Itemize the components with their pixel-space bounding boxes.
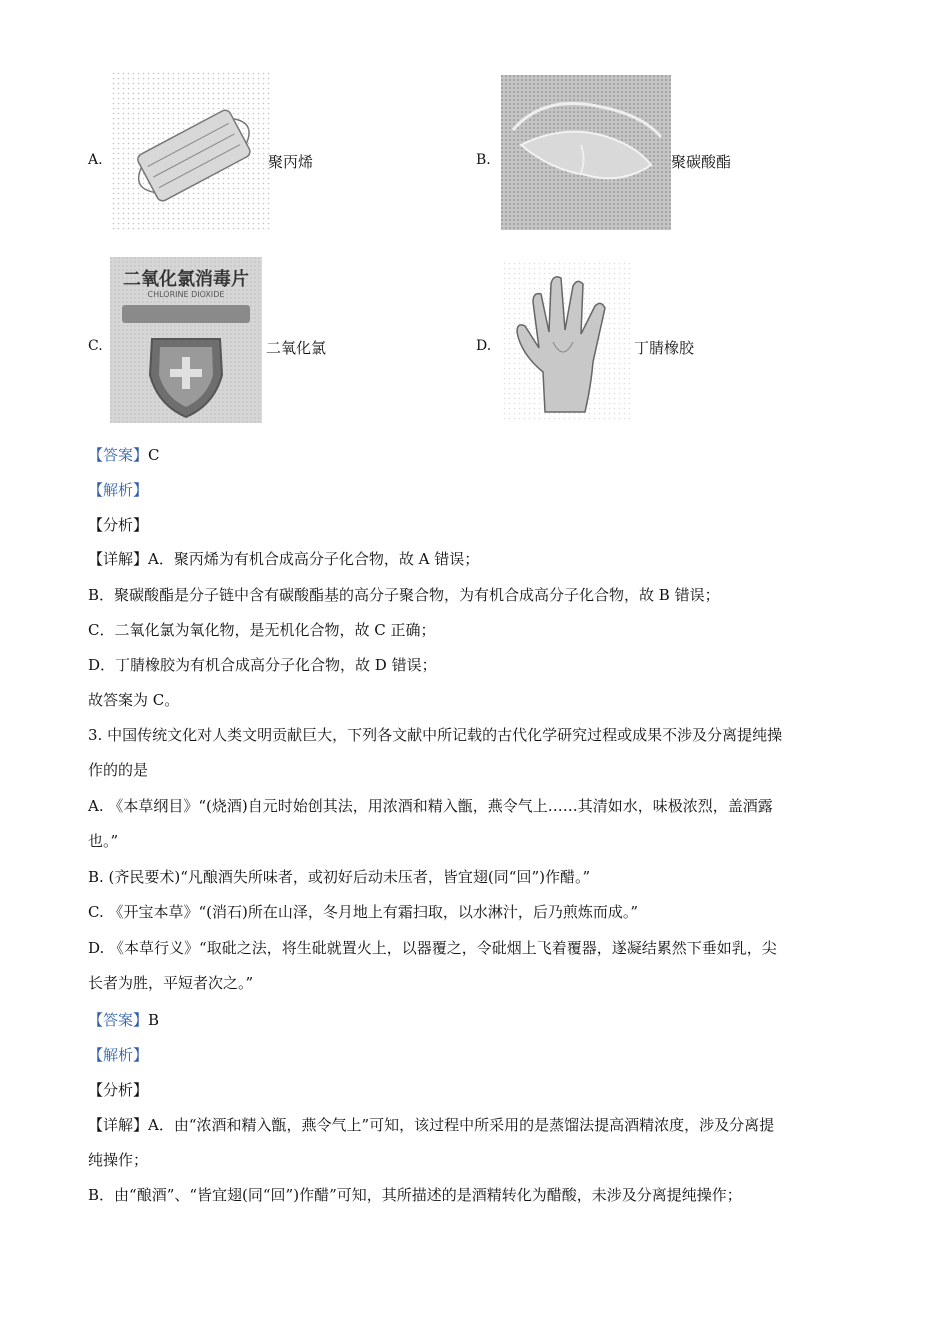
q2-fenxi-label: 【分析】 (88, 516, 149, 534)
option-c-label: 二氧化氯 (266, 339, 327, 357)
option-d-label: 丁腈橡胶 (634, 339, 695, 357)
q3-option-d-cont: 长者为胜，平短者次之。” (88, 974, 254, 992)
mask-image (112, 72, 270, 230)
option-b-label: 聚碳酸酯 (671, 153, 732, 171)
answer-value: B (148, 1011, 160, 1029)
q2-detail-line: D．丁腈橡胶为有机合成高分子化合物，故 D 错误； (88, 656, 437, 674)
q2-detail-line: B．聚碳酸酯是分子链中含有碳酸酯基的高分子聚合物，为有机合成高分子化合物，故 B 错误； (88, 586, 720, 604)
q3-option-a-cont: 也。” (88, 832, 119, 850)
q2-analysis-label: 【解析】 (88, 481, 149, 499)
answer-label: 【答案】 (88, 1011, 149, 1029)
answer-value: C (148, 446, 160, 464)
disinfectant-package-image (110, 257, 262, 423)
package-subtitle-text: CHLORINE DIOXIDE (147, 290, 225, 299)
q3-fenxi-label: 【分析】 (88, 1081, 149, 1099)
q3-detail-line: 纯操作； (88, 1151, 149, 1169)
option-c-letter: C. (88, 338, 103, 354)
q3-option-b: B. (齐民要术)“凡酿酒失所味者，或初好后动未压者，皆宜翅(同“回”)作醋。” (88, 868, 591, 886)
q3-option-a: A. 《本草纲目》“(烧酒)自元时始创其法，用浓酒和精入甑，燕令气上……其清如水，味极浓烈，盖酒露 (88, 797, 773, 815)
glove-image (503, 262, 633, 422)
q3-option-d: D. 《本草行义》“取砒之法，将生砒就置火上，以器覆之，令砒烟上飞着覆器，遂凝结累然下垂如乳，尖 (88, 939, 777, 957)
option-a-letter: A. (88, 152, 103, 168)
goggles-image (501, 75, 671, 230)
q3-stem: 作的的是 (88, 761, 149, 779)
q2-detail-line: C．二氧化氯为氧化物，是无机化合物，故 C 正确； (88, 621, 436, 639)
q3-stem: 3. 中国传统文化对人类文明贡献巨大，下列各文献中所记载的古代化学研究过程或成果不涉及分离提纯操 (88, 726, 783, 744)
q2-detail-line: 【详解】A．聚丙烯为有机合成高分子化合物，故 A 错误； (88, 550, 480, 568)
q3-option-c: C. 《开宝本草》“(消石)所在山泽，冬月地上有霜扫取，以水淋汁，后乃煎炼而成。” (88, 903, 639, 921)
package-title-text: 二氧化氯消毒片 (123, 269, 249, 290)
option-d-letter: D. (476, 338, 492, 354)
q3-detail-line: B．由“酿酒”、“皆宜翅(同“回”)作醋”可知，其所描述的是酒精转化为醋酸，未涉及分离提纯操作； (88, 1186, 742, 1204)
option-a-label: 聚丙烯 (268, 153, 314, 171)
q3-answer (88, 1009, 159, 1030)
q3-detail-line: 【详解】A．由“浓酒和精入甑，燕令气上”可知，该过程中所采用的是蒸馏法提高酒精浓度，涉及分离提 (88, 1116, 775, 1134)
option-b-letter: B. (476, 152, 491, 168)
answer-label: 【答案】 (88, 446, 149, 464)
q3-analysis-label: 【解析】 (88, 1046, 149, 1064)
q2-answer (88, 444, 160, 465)
q2-conclusion: 故答案为 C。 (88, 691, 180, 709)
